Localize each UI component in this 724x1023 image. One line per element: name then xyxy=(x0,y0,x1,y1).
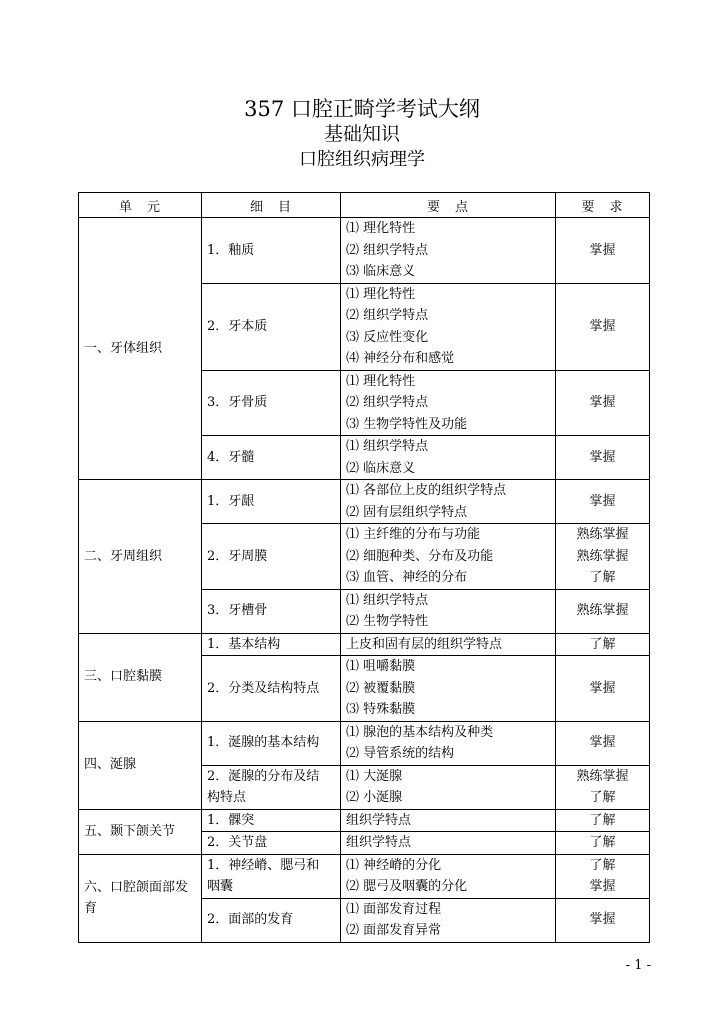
table-row xyxy=(79,809,650,832)
point-text: ⑵ 组织学特点 xyxy=(346,395,429,410)
points-cell xyxy=(341,898,556,942)
unit-name: 一、牙体组织 xyxy=(84,340,163,356)
requirement-text: 了解 xyxy=(589,570,616,585)
item-cell xyxy=(202,854,341,898)
point-text: ⑵ 小涎腺 xyxy=(346,790,403,805)
point-text: ⑴ 理化特性 xyxy=(346,286,416,302)
point-text: 上皮和固有层的组织学特点 xyxy=(346,636,503,652)
requirement-text: 掌握 xyxy=(589,735,616,751)
requirement-text: 熟练掌握 xyxy=(576,548,629,564)
unit-cell xyxy=(79,854,202,942)
item-name: 1．髁突 xyxy=(207,812,255,828)
point-text: ⑴ 咀嚼黏膜 xyxy=(346,659,416,674)
point-text: ⑴ 主纤维的分布与功能 xyxy=(346,527,481,542)
unit-cell xyxy=(79,721,202,809)
unit-cell xyxy=(79,218,202,480)
requirement-text: 了解 xyxy=(589,790,616,805)
point-text: ⑴ 腺泡的基本结构及种类 xyxy=(346,724,494,740)
point-text: ⑵ 组织学特点 xyxy=(346,308,429,323)
points-cell xyxy=(341,283,556,370)
item-cell xyxy=(202,832,341,855)
requirement-cell xyxy=(556,436,650,480)
item-cell xyxy=(202,480,341,524)
point-text: ⑴ 大涎腺 xyxy=(346,768,403,784)
unit-name: 三、口腔黏膜 xyxy=(84,669,163,685)
points-cell xyxy=(341,218,556,284)
table-row xyxy=(79,218,650,284)
requirement-text: 了解 xyxy=(589,857,616,873)
requirement-text: 掌握 xyxy=(589,493,616,509)
table-row xyxy=(79,633,650,656)
points-cell xyxy=(341,765,556,809)
point-text: ⑵ 固有层组织学特点 xyxy=(346,504,468,520)
point-text: ⑷ 神经分布和感觉 xyxy=(346,351,455,366)
point-text: ⑵ 被覆黏膜 xyxy=(346,680,416,696)
requirement-text: 掌握 xyxy=(589,318,616,334)
requirement-text: 熟练掌握 xyxy=(576,603,629,619)
point-text: ⑵ 生物学特性 xyxy=(346,614,429,629)
unit-name: 二、牙周组织 xyxy=(84,548,163,564)
table-body xyxy=(79,218,650,943)
requirement-cell xyxy=(556,898,650,942)
item-name: 2．牙周膜 xyxy=(207,548,268,564)
points-cell xyxy=(341,524,556,590)
item-cell xyxy=(202,589,341,633)
requirement-cell xyxy=(556,480,650,524)
requirement-text: 熟练掌握 xyxy=(576,768,629,784)
points-cell xyxy=(341,480,556,524)
requirement-cell xyxy=(556,633,650,656)
point-text: ⑵ 临床意义 xyxy=(346,460,416,476)
header-item: 细 目 xyxy=(202,193,341,218)
item-cell xyxy=(202,765,341,809)
requirement-cell xyxy=(556,524,650,590)
requirement-cell xyxy=(556,809,650,832)
requirement-cell xyxy=(556,283,650,370)
header-requirement: 要 求 xyxy=(556,193,650,218)
points-cell xyxy=(341,589,556,633)
item-cell xyxy=(202,898,341,942)
point-text: ⑵ 组织学特点 xyxy=(346,242,429,258)
item-name: 构特点 xyxy=(207,790,247,805)
point-text: ⑴ 组织学特点 xyxy=(346,439,429,454)
requirement-text: 熟练掌握 xyxy=(576,527,629,542)
unit-name: 育 xyxy=(84,901,98,916)
item-cell xyxy=(202,809,341,832)
requirement-cell xyxy=(556,854,650,898)
point-text: ⑶ 血管、神经的分布 xyxy=(346,570,468,585)
points-cell xyxy=(341,436,556,480)
point-text: ⑴ 神经嵴的分化 xyxy=(346,857,442,873)
points-cell xyxy=(341,809,556,832)
document-title: 357 口腔正畸学考试大纲 xyxy=(244,97,480,121)
table-row xyxy=(79,480,650,524)
page-number: - 1 - xyxy=(625,958,651,973)
points-cell xyxy=(341,633,556,656)
item-name: 1．釉质 xyxy=(207,242,255,258)
item-name: 3．牙骨质 xyxy=(207,395,268,410)
table-row xyxy=(79,854,650,898)
item-name: 1．牙龈 xyxy=(207,493,255,509)
item-name: 1．涎腺的基本结构 xyxy=(207,735,320,751)
subject-title: 口腔组织病理学 xyxy=(299,149,425,170)
header-points: 要 点 xyxy=(341,193,556,218)
item-cell xyxy=(202,218,341,284)
syllabus-table xyxy=(78,192,650,943)
item-name: 2．涎腺的分布及结 xyxy=(207,768,320,784)
item-name: 2．面部的发育 xyxy=(207,912,294,928)
requirement-text: 掌握 xyxy=(589,449,616,465)
item-name: 1．基本结构 xyxy=(207,636,281,652)
item-name: 1．神经嵴、腮弓和 xyxy=(207,857,320,873)
item-name: 2．关节盘 xyxy=(207,835,268,850)
points-cell xyxy=(341,854,556,898)
point-text: ⑴ 组织学特点 xyxy=(346,592,429,608)
item-cell xyxy=(202,721,341,765)
requirement-cell xyxy=(556,721,650,765)
point-text: ⑶ 生物学特性及功能 xyxy=(346,416,468,432)
points-cell xyxy=(341,832,556,855)
point-text: ⑵ 导管系统的结构 xyxy=(346,746,455,761)
unit-cell xyxy=(79,809,202,854)
point-text: ⑴ 各部位上皮的组织学特点 xyxy=(346,483,507,498)
point-text: ⑶ 反应性变化 xyxy=(346,329,429,345)
requirement-text: 了解 xyxy=(589,835,616,850)
point-text: 组织学特点 xyxy=(346,812,412,828)
point-text: 组织学特点 xyxy=(346,835,412,850)
item-name: 咽囊 xyxy=(207,879,234,894)
points-cell xyxy=(341,721,556,765)
requirement-text: 掌握 xyxy=(589,912,616,928)
requirement-text: 掌握 xyxy=(589,879,616,894)
unit-name: 六、口腔颌面部发 xyxy=(84,879,189,895)
requirement-text: 掌握 xyxy=(589,395,616,410)
item-name: 4．牙髓 xyxy=(207,449,255,465)
requirement-cell xyxy=(556,370,650,436)
points-cell xyxy=(341,656,556,722)
item-cell xyxy=(202,283,341,370)
requirement-text: 掌握 xyxy=(589,680,616,696)
item-cell xyxy=(202,370,341,436)
requirement-text: 了解 xyxy=(589,812,616,828)
point-text: ⑵ 面部发育异常 xyxy=(346,923,442,938)
unit-name: 五、颞下颌关节 xyxy=(84,823,176,839)
requirement-cell xyxy=(556,832,650,855)
unit-name: 四、涎腺 xyxy=(84,757,137,773)
item-name: 2．分类及结构特点 xyxy=(207,680,320,696)
item-cell xyxy=(202,524,341,590)
item-cell xyxy=(202,656,341,722)
requirement-text: 了解 xyxy=(589,636,616,652)
item-name: 3．牙槽骨 xyxy=(207,603,268,619)
point-text: ⑴ 面部发育过程 xyxy=(346,901,442,917)
requirement-cell xyxy=(556,656,650,722)
document-subtitle: 基础知识 xyxy=(323,123,400,145)
item-cell xyxy=(202,436,341,480)
unit-cell xyxy=(79,633,202,721)
point-text: ⑵ 细胞种类、分布及功能 xyxy=(346,548,494,564)
requirement-cell xyxy=(556,765,650,809)
unit-cell xyxy=(79,480,202,634)
header-unit: 单 元 xyxy=(79,193,202,218)
requirement-cell xyxy=(556,589,650,633)
points-cell xyxy=(341,370,556,436)
point-text: ⑶ 特殊黏膜 xyxy=(346,702,416,717)
table-header-row xyxy=(79,193,650,218)
requirement-cell xyxy=(556,218,650,284)
point-text: ⑶ 临床意义 xyxy=(346,264,416,279)
requirement-text: 掌握 xyxy=(589,242,616,258)
item-cell xyxy=(202,633,341,656)
item-name: 2．牙本质 xyxy=(207,318,268,334)
table-row xyxy=(79,721,650,765)
point-text: ⑴ 理化特性 xyxy=(346,373,416,389)
point-text: ⑴ 理化特性 xyxy=(346,221,416,236)
point-text: ⑵ 腮弓及咽囊的分化 xyxy=(346,879,468,894)
